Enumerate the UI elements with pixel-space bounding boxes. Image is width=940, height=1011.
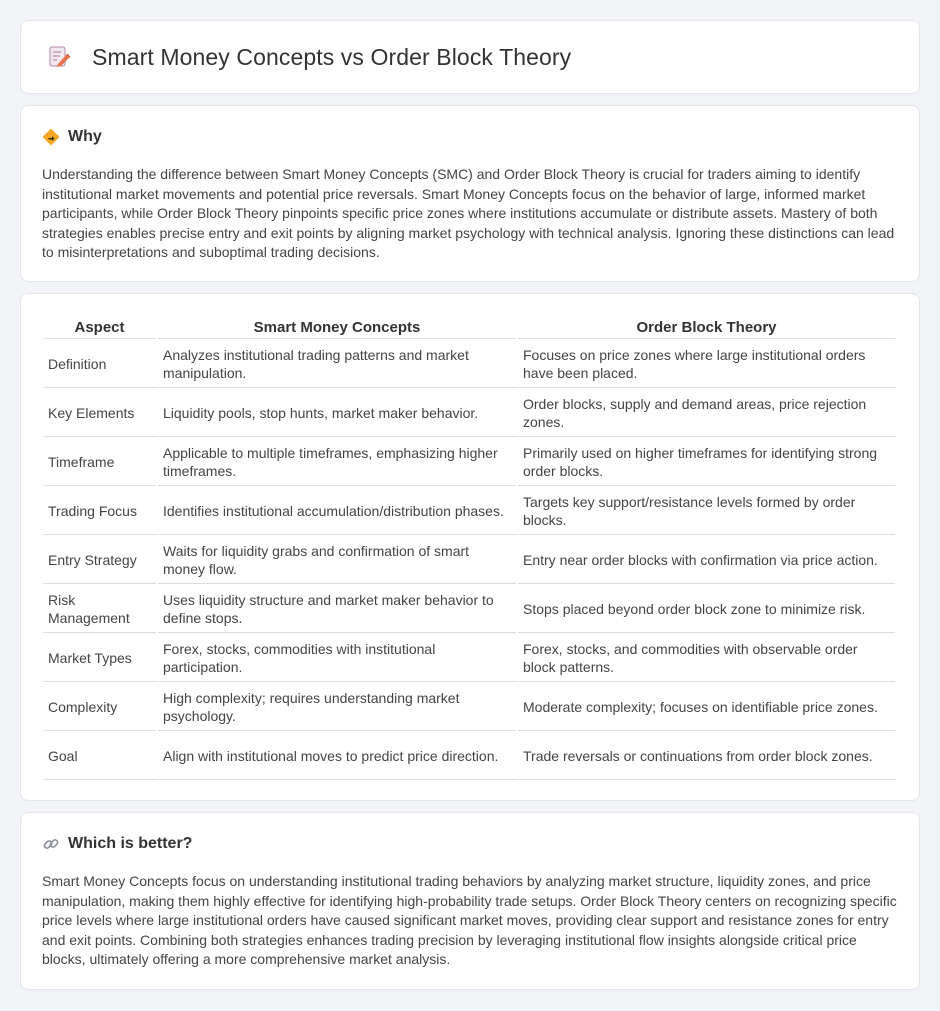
which-section [20,812,920,990]
which-heading-row [42,835,898,853]
table-row [43,537,895,584]
why-text: Understanding the difference between Smart Money Concepts (SMC) and Order Block Theory is crucial for traders aiming to identify institutional market movements and potential price reversals. Smart Money Concepts focus on the behavior of large, informed market participants, while Order Block Theory pinpoints specific price zones where institutions accumulate or distribute assets. Mastery of both strategies enables precise entry and exit points by aligning market psychology with technical analysis. Ignoring these distinctions can lead to misinterpretations and suboptimal trading decisions. [42,166,895,261]
obt-cell: Stops placed beyond order block zone to minimize risk. [518,586,895,633]
smc-cell: Forex, stocks, commodities with institutional participation. [158,635,516,682]
which-text: Smart Money Concepts focus on understanding institutional trading behaviors by analyzing market structure, liquidity zones, and price manipulation, making them highly effective for identifying high-probability trade setups. Order Block Theory centers on recognizing specific price levels where large institutional orders have caused significant market moves, providing clear support and resistance zones for entry and exit points. Combining both strategies enhances trading precision by leveraging institutional flow insights alongside critical price blocks, ultimately offering a more comprehensive market analysis. [42,873,897,968]
smc-cell: Waits for liquidity grabs and confirmation of smart money flow. [158,537,516,584]
which-heading: Which is better? [68,835,193,852]
direction-diamond-icon [42,128,60,146]
header-smart-money-concepts: Smart Money Concepts [158,318,516,339]
table-row [43,684,895,731]
why-heading: Why [68,128,102,145]
table-row [43,733,895,780]
obt-cell: Primarily used on higher timeframes for identifying strong order blocks. [518,439,895,486]
link-icon [42,835,60,853]
header-order-block-theory: Order Block Theory [518,318,895,339]
table-row [43,390,895,437]
aspect-cell: Goal [43,733,156,780]
smc-cell: High complexity; requires understanding market psychology. [158,684,516,731]
obt-cell: Targets key support/resistance levels formed by order blocks. [518,488,895,535]
table-row [43,439,895,486]
aspect-cell: Key Elements [43,390,156,437]
memo-icon [46,44,72,70]
obt-cell: Entry near order blocks with confirmation via price action. [518,537,895,584]
aspect-cell: Risk Management [43,586,156,633]
aspect-cell: Entry Strategy [43,537,156,584]
page-title: Smart Money Concepts vs Order Block Theory [92,43,572,70]
table-row [43,635,895,682]
smc-cell: Applicable to multiple timeframes, emphasizing higher timeframes. [158,439,516,486]
obt-cell: Forex, stocks, and commodities with observable order block patterns. [518,635,895,682]
aspect-cell: Timeframe [43,439,156,486]
table-row [43,586,895,633]
aspect-cell: Complexity [43,684,156,731]
smc-cell: Liquidity pools, stop hunts, market maker behavior. [158,390,516,437]
header-aspect: Aspect [43,318,156,339]
aspect-cell: Trading Focus [43,488,156,535]
table-row [43,488,895,535]
obt-cell: Moderate complexity; focuses on identifiable price zones. [518,684,895,731]
smc-cell: Identifies institutional accumulation/distribution phases. [158,488,516,535]
table-header-row [43,318,895,339]
why-heading-row [42,128,898,146]
smc-cell: Analyzes institutional trading patterns and market manipulation. [158,341,516,388]
obt-cell: Order blocks, supply and demand areas, price rejection zones. [518,390,895,437]
aspect-cell: Market Types [43,635,156,682]
aspect-cell: Definition [43,341,156,388]
smc-cell: Uses liquidity structure and market maker behavior to define stops. [158,586,516,633]
title-card [20,20,920,94]
smc-cell: Align with institutional moves to predict price direction. [158,733,516,780]
comparison-table-card [20,293,920,801]
why-section [20,105,920,282]
table-row [43,341,895,388]
obt-cell: Trade reversals or continuations from order block zones. [518,733,895,780]
obt-cell: Focuses on price zones where large institutional orders have been placed. [518,341,895,388]
comparison-table [41,316,897,782]
